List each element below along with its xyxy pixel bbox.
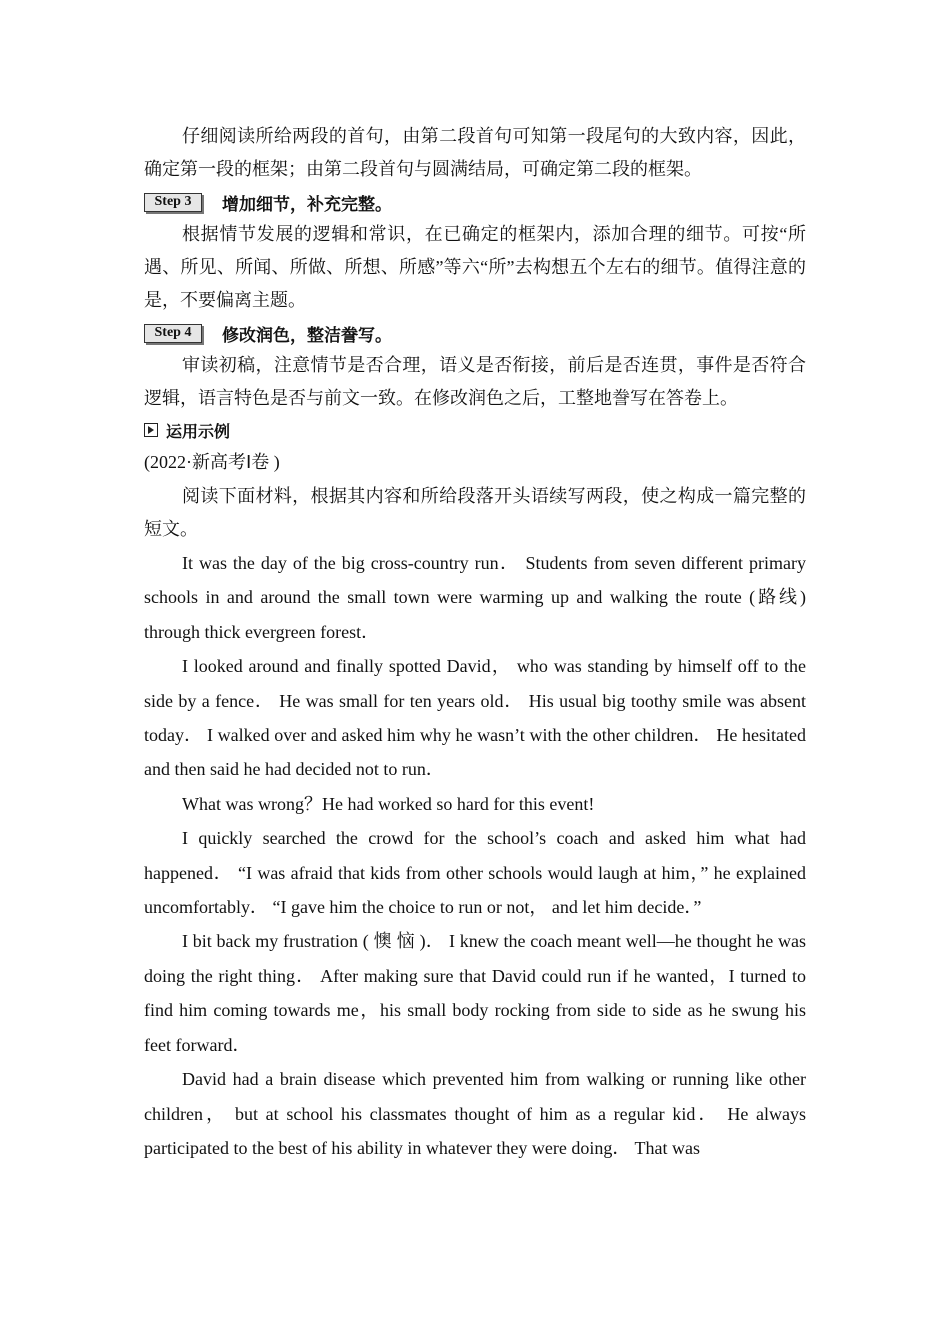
play-icon (144, 423, 158, 437)
story-paragraph-4: I quickly searched the crowd for the school’s coach and asked him what had happened． “I was afraid that kids from other schools would laugh at him，” he explained uncomfortably． “I gave him the choice to run or not， and let him decide．” (144, 828, 806, 918)
step-4-badge: Step 4 (144, 324, 202, 343)
story-paragraph-1: It was the day of the big cross-country run． Students from seven different primary schools in and around the small town were warming up and walking the route (路线) through thick evergreen forest． (144, 553, 806, 642)
intro-paragraph: 仔细阅读所给两段的首句，由第二段首句可知第一段尾句的大致内容，因此，确定第一段的框架；由第二段首句与圆满结局，可确定第二段的框架。 (144, 126, 806, 179)
story-paragraph-6: David had a brain disease which prevented him from walking or running like other children， but at school his classmates thought of him as a regular kid． He always participated to the best of his ability in whatever they were doing． That was (144, 1069, 806, 1158)
story-paragraph-5: I bit back my frustration ( 懊 恼 )． I knew the coach meant well—he thought he was doing the right thing． After making sure that David could run if he wanted，I turned to find him coming towards me，his small body rocking from side to side as he swung his feet forward． (144, 931, 806, 1055)
step-3-badge: Step 3 (144, 193, 202, 212)
step-4-header (144, 317, 806, 349)
example-source (144, 445, 806, 480)
step-3-body: 根据情节发展的逻辑和常识，在已确定的框架内，添加合理的细节。可按“所遇、所见、所闻、所做、所想、所感”等六“所”去构想五个左右的细节。值得注意的是，不要偏离主题。 (144, 224, 806, 310)
step-3-header (144, 186, 806, 218)
step-4-body: 审读初稿，注意情节是否合理，语义是否衔接，前后是否连贯，事件是否符合逻辑，语言特色是否与前文一致。在修改润色之后，工整地誊写在答卷上。 (144, 355, 806, 408)
story-paragraph-3: What was wrong？He had worked so hard for this event! (182, 793, 595, 814)
example-source-text: (2022·新高考Ⅰ卷 ) (144, 452, 280, 472)
example-header (144, 415, 806, 445)
example-title: 运用示例 (166, 421, 231, 441)
example-instruction: 阅读下面材料，根据其内容和所给段落开头语续写两段，使之构成一篇完整的短文。 (144, 486, 806, 539)
page-content (144, 120, 806, 1165)
story-paragraph-2: I looked around and finally spotted David， who was standing by himself off to the side by a fence． He was small for ten years old． His usual big toothy smile was absent today． I walked over and asked him why he wasn’t with the other children． He hesitated and then said he had decided not to run． (144, 656, 806, 780)
step-3-title: 增加细节，补充完整。 (222, 194, 392, 215)
step-4-title: 修改润色，整洁誊写。 (222, 325, 392, 346)
